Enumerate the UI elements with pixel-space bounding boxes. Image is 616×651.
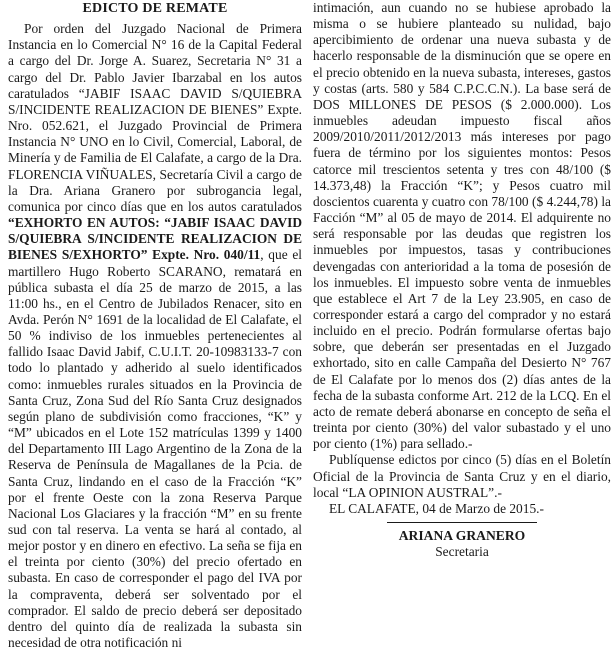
signature-role: Secretaria bbox=[435, 544, 489, 560]
signature-name: ARIANA GRANERO bbox=[398, 528, 526, 543]
publication-note: Publíquense edictos por cinco (5) días en el Boletín Oficial de la Provincia de Santa Cruz y en el diario, local “LA OPINION AUSTRAL”.- bbox=[313, 452, 611, 500]
signature-block bbox=[313, 528, 611, 560]
separator-rule bbox=[387, 522, 537, 523]
right-column bbox=[313, 0, 611, 560]
place-date: EL CALAFATE, 04 de Marzo de 2015.- bbox=[329, 500, 544, 516]
edict-auction-details: , que el martillero Hugo Roberto SCARANO, rematará en pública subasta el día 25 de marzo de 2015, a las 11:00 hs., en el Centro de Jubilados Renacer, sito en Avda. Perón N° 1691 de la localidad de El Calafate, el 50 % indiviso de los inmuebles pertenecientes al fallido Isaac David Jabif, C.U.I.T. 20-10983133-7 con todo lo plantado y adherido al suelo identificados como: inmuebles rurales situados en la Provincia de Santa Cruz, Zona Sud del Río Santa Cruz designados según plano de subdivisión como fracciones, “K” y “M” ubicados en el Lote 152 matrículas 1399 y 1400 del Departamento III Lago Argentino de la Zona de la Reserva de Península de Magallanes de la Pcia. de Santa Cruz, lindando en el caso de la Fracción “K” por el frente Oeste con la zona Reserva Parque Nacional Los Glaciares y la fracción “M” en su frente sud con tal reserva. La venta se hará al contado, al mejor postor y en dinero en efectivo. La seña se fija en el treinta por ciento (30%) del precio ofertado en subasta. En caso de corresponder el pago del IVA por la compraventa, deberá ser solventado por el comprador. El saldo de precio deberá ser depositado dentro del quinto día de realizada la subasta sin necesidad de otra notificación ni bbox=[8, 247, 303, 651]
edict-intro-text: Por orden del Juzgado Nacional de Primera Instancia en lo Comercial N° 16 de la Capital Federal a cargo del Dr. Jorge A. Suarez, Secretaria N° 31 a cargo del Dr. Pablo Javier Ibarzabal en los autos caratulados “JABIF ISAAC DAVID S/QUIEBRA S/INCIDENTE REALIZACION DE BIENES” Expte. Nro. 052.621, el Juzgado Provincial de Primera Instancia N° UNO en lo Civil, Comercial, Laboral, de Minería y de Familia de El Calafate, a cargo de la Dra. FLORENCIA VIÑUALES, Secretaría Civil a cargo de la Dra. Ariana Granero por subrogancia legal, comunica por cinco días que en los autos caratulados bbox=[8, 21, 302, 214]
edict-body-right: intimación, aun cuando no se hubiese aprobado la misma o se hubiere planteado su nulidad, bajo apercibimiento de ordenar una nueva subasta y de hacerlo responsable de la disminución que se opere en el precio obtenido en la nueva subasta, intereses, gastos y costas (arts. 580 y 584 C.P.C.C.N.). La base será de DOS MILLONES DE PESOS ($ 2.000.000). Los inmuebles adeudan impuesto fiscal años 2009/2010/2011/2012/2013 más intereses por pago fuera de término por los siguientes montos: Pesos catorce mil trescientos setenta y tres con 48/100 ($ 14.373,48) la Fracción “K”; y Pesos cuatro mil doscientos cuarenta y cuatro con 78/100 ($ 4.244,78) la Facción “M” al 05 de mayo de 2014. El adquirente no será responsable por las deudas que registren los inmuebles por impuestos, tasas y contribuciones devengadas con anterioridad a la toma de posesión de los inmuebles. El impuesto sobre venta de inmuebles que establece el Art 7 de la Ley 23.905, en caso de corresponder estará a cargo del comprador y no estará incluido en el precio. Podrán formularse ofertas bajo sobre, que deberán ser presentadas en el Juzgado exhortado, sito en calle Campaña del Desierto N° 767 de El Calafate por lo menos dos (2) días antes de la fecha de la subasta conforme Art. 212 de la LCQ. En el acto de remate deberá abonarse en concepto de seña el treinta por ciento (30%) del valor subastado y el uno por ciento (1%) para sellado.- bbox=[313, 0, 611, 452]
left-column bbox=[8, 0, 302, 651]
edict-title: EDICTO DE REMATE bbox=[82, 1, 228, 16]
edict-body-left bbox=[8, 21, 302, 651]
case-caption: “EXHORTO EN AUTOS: “JABIF ISAAC DAVID S/QUIEBRA S/INCIDENTE REALIZACION DE BIENES S/EXHORTO” Expte. Nro. 040/11 bbox=[8, 215, 302, 263]
